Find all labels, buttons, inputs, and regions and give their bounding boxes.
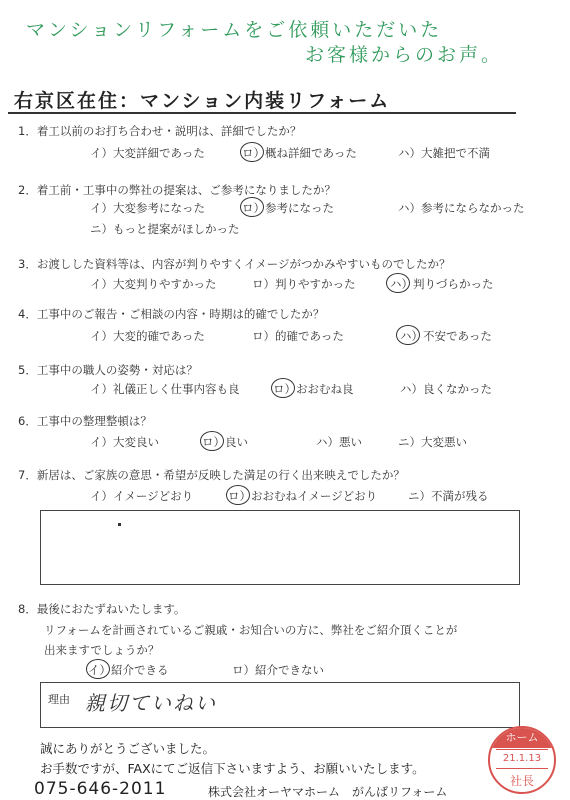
q6-option-ro[interactable]: ロ）良い <box>202 435 248 449</box>
q3-selected-circle <box>386 273 410 293</box>
thanks-text: 誠にありがとうございました。 <box>40 741 216 756</box>
q6-option-ni[interactable]: ニ）大変悪い <box>398 435 467 449</box>
q3-option-ha[interactable]: ハ）判りづらかった <box>390 277 494 291</box>
comment-mark <box>118 523 121 526</box>
q7-selected-circle <box>226 485 250 505</box>
q7-option-ni[interactable]: ニ）不満が残る <box>408 489 489 503</box>
q6-option-i[interactable]: イ）大変良い <box>90 435 159 449</box>
question-5: 5．工事中の職人の姿勢・対応は？ <box>18 363 198 377</box>
question-3: 3．お渡しした資料等は、内容が判りやすくイメージがつかみやすいものでしたか？ <box>18 257 451 271</box>
q5-option-i[interactable]: イ）礼儀正しく仕事内容も良 <box>90 382 240 396</box>
q7-option-i[interactable]: イ）イメージどおり <box>90 489 194 503</box>
question-1: 1．着工以前のお打ち合わせ・説明は、詳細でしたか？ <box>18 124 302 138</box>
q5-option-ro[interactable]: ロ）おおむね良 <box>273 382 354 396</box>
question-8-title: 8．最後におたずねいたします。 <box>18 602 186 616</box>
stamp-top: ホーム <box>490 728 554 748</box>
q8-option-i[interactable]: イ）紹介できる <box>88 663 169 677</box>
q4-selected-circle <box>396 325 420 345</box>
q3-option-i[interactable]: イ）大変判りやすかった <box>90 277 217 291</box>
q1-selected-circle <box>240 142 264 162</box>
stamp-bottom: 社長 <box>509 774 534 788</box>
q8-option-ro[interactable]: ロ）紹介できない <box>232 663 324 677</box>
question-2: 2．着工前・工事中の弊社の提案は、ご参考になりましたか？ <box>18 183 336 197</box>
question-6: 6．工事中の整理整頓は？ <box>18 414 152 428</box>
question-4: 4．工事中のご報告・ご相談の内容・時期は的確でしたか？ <box>18 307 325 321</box>
header-title-line2: お客様からのお声。 <box>305 44 504 66</box>
q3-option-ro[interactable]: ロ）判りやすかった <box>252 277 356 291</box>
question-8-line3: 出来ますでしょうか？ <box>44 643 160 657</box>
question-8-line2: リフォームを計画されているご親戚・お知合いの方に、弊社をご紹介頂くことが <box>44 623 458 637</box>
header-title-line1: マンションリフォームをご依頼いただいた <box>26 19 443 41</box>
q2-option-i[interactable]: イ）大変参考になった <box>90 201 205 215</box>
hanko-stamp <box>488 726 556 794</box>
q2-option-ro[interactable]: ロ）参考になった <box>242 201 334 215</box>
reason-box[interactable] <box>40 682 520 728</box>
q4-option-i[interactable]: イ）大変的確であった <box>90 329 205 343</box>
q1-option-ha[interactable]: ハ）大雑把で不満 <box>398 146 490 160</box>
comment-box[interactable] <box>40 510 520 585</box>
q1-option-ro[interactable]: ロ）概ね詳細であった <box>242 146 357 160</box>
subtitle: 右京区在住：マンション内装リフォーム <box>14 90 391 112</box>
subtitle-rule <box>8 112 516 114</box>
q4-option-ro[interactable]: ロ）的確であった <box>252 329 344 343</box>
q4-option-ha[interactable]: ハ）不安であった <box>400 329 492 343</box>
phone-number[interactable]: 075-646-2011 <box>34 779 167 799</box>
reason-label: 理由 <box>48 693 70 706</box>
q5-option-ha[interactable]: ハ）良くなかった <box>400 382 492 396</box>
stamp-date: 21.1.13 <box>502 753 542 764</box>
q8-selected-circle <box>86 659 110 679</box>
reason-handwritten: 親切ていねい <box>85 691 217 715</box>
q5-selected-circle <box>271 378 295 398</box>
fax-request-text: お手数ですが、FAXにてご返信下さいますよう、お願いいたします。 <box>40 761 425 776</box>
q2-option-ha[interactable]: ハ）参考にならなかった <box>398 201 525 215</box>
q6-option-ha[interactable]: ハ）悪い <box>316 435 362 449</box>
stamp-divider-top <box>496 749 548 750</box>
q2-option-ni[interactable]: ニ）もっと提案がほしかった <box>90 222 240 236</box>
q6-selected-circle <box>200 431 224 451</box>
stamp-divider-bottom <box>496 768 548 769</box>
q7-option-ro[interactable]: ロ）おおむねイメージどおり <box>228 489 378 503</box>
q2-selected-circle <box>240 197 264 217</box>
question-7: 7．新居は、ご家族の意思・希望が反映した満足の行く出来映えでしたか？ <box>18 468 405 482</box>
q1-option-i[interactable]: イ）大変詳細であった <box>90 146 205 160</box>
company-name: 株式会社オーヤマホーム がんばリフォーム <box>208 785 448 799</box>
